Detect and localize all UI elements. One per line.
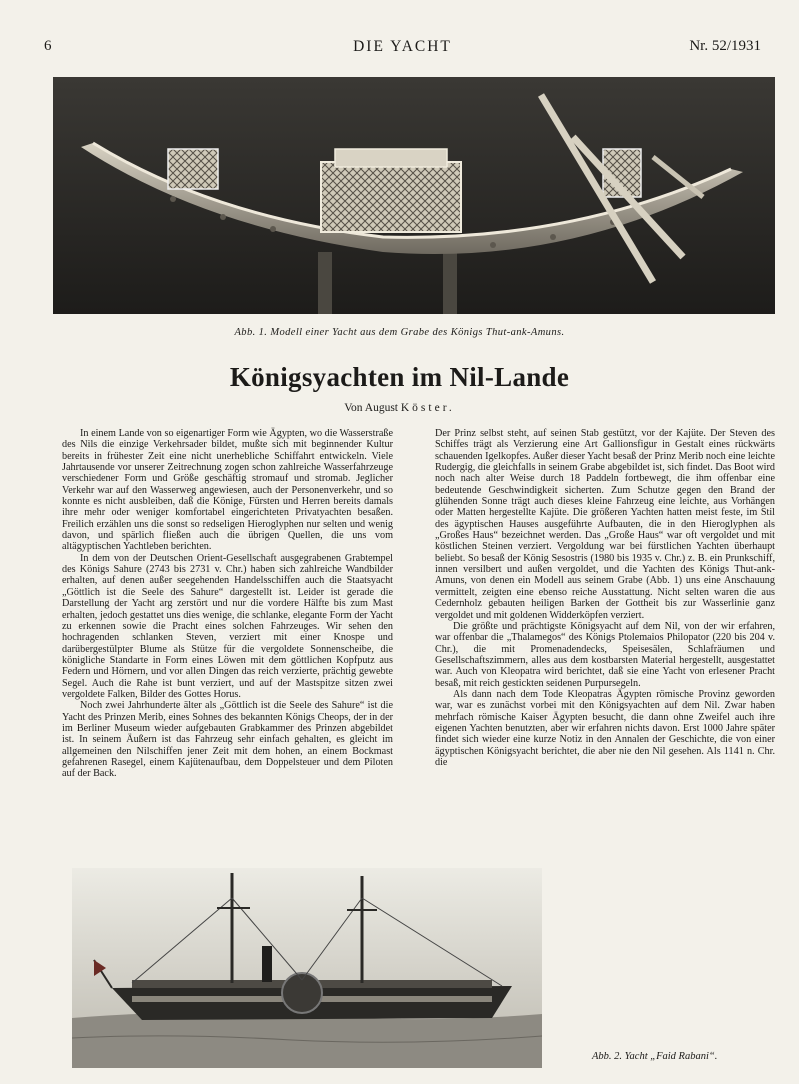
figure-2-steam-yacht-engraving [72,868,542,1068]
article-byline [0,402,799,414]
byline-prefix: Von August [344,402,398,414]
yacht-model-illustration [53,77,775,314]
journal-title: DIE YACHT [353,38,452,55]
figure-2-caption: Abb. 2. Yacht „Faid Rabani“. [592,1051,718,1062]
paragraph: Noch zwei Jahrhunderte älter als „Göttlich ist die Seele des Sahure“ ist die Yacht des Prinzen Merib, eines Sohnes des bekannten Königs Cheops, der in der im Berliner Museum wieder aufgebauten Grabkammer des Prinzen abgebildet ist. In seinem Äußern ist das Fahrzeug sehr einfach gehalten, es gleicht im allgemeinen den Nilschiffen jener Zeit mit dem hohen, an einem Bockmast gefahrenen Rasegel, einem Kajütenaufbau, dem Doppelsteuer und dem Piloten auf der Back. [62,700,393,780]
left-text-column [62,428,393,780]
running-header [44,38,761,60]
paragraph: In dem von der Deutschen Orient-Gesellschaft ausgegrabenen Grabtempel des Königs Sahure (2743 bis 2731 v. Chr.) haben sich zahlreiche Wandbilder erhalten, auf denen außer seegehenden Handelsschiffen auch die Staatsyacht „Göttlich ist die Seele des Sahure“ dargestellt ist. Leider ist gerade die Darstellung der Yacht arg zerstört und nur die vordere Hälfte bis zum Mast erhalten, jedoch gestattet uns dies wenige, die schlanke, elegante Form der Yacht zu erkennen sowie die Pracht eines solchen Fahrzeuges. Wir sehen den hochragenden schlanken Steven, verziert mit einer Knospe und darübergestülpter Blume als Stütze für die vergoldete Sonnenscheibe, die königliche Standarte in Form eines Löwen mit dem göttlichen Kopfputz aus Federn und Hörnern, und vor allen Dingen das reich verzierte, prächtig gewebte Segel. Auch die Rahe ist bunt verziert, und auf der Mastspitze sitzen zwei vergoldete Falken, Bilder des Gottes Horus. [62,552,393,700]
paragraph: Der Prinz selbst steht, auf seinen Stab gestützt, vor der Kajüte. Der Steven des Schiffes trägt als Verzierung eine Art Gallionsfigur in Gestalt eines rückwärts schauenden Igelkopfes. Außer dieser Yacht besaß der Prinz Merib noch eine leichte Rudergig, die gleichfalls in seinem Grabe abgebildet ist, sich findet. Das Boot wird noch nach alter Weise durch 18 Paddeln fortbewegt, die ihm offenbar eine bedeutende Geschwindigkeit sicherten. Zum Schutze gegen den Brand der glühenden Sonne trägt auch dieses kleine Fahrzeug eine leichte, aus Vorhängen oder Matten hergestellte Kajüte. Die größeren Yachten hatten meist feste, im Stil des ägyptischen Hauses ausgeführte Aufbauten, die in den Hieroglyphen als „Großes Haus“ bezeichnet werden. Das „Große Haus“ war oft vergoldet und mit köstlichen Steinen verziert. Vergoldung war bei fürstlichen Yachten überhaupt beliebt. So besaß der König Sesostris (1980 bis 1935 v. Chr.) z. B. ein Prunkschiff, innen versilbert und außen vergoldet, und die Yachten des Königs Thut-ank-Amuns, von denen ein Modell aus seinem Grabe (Abb. 1) uns eine Anschauung vermittelt, zeigten eine ebenso reiche Ausstattung. Nicht selten waren die aus Cedernholz gebauten heiligen Barken der Gottheit bis zur Wasserlinie ganz vergoldet und mit goldenen Widderköpfen verziert. [435,428,775,621]
steam-yacht-illustration [72,868,542,1068]
paragraph: In einem Lande von so eigenartiger Form wie Ägypten, wo die Wasserstraße des Nils die einzige Verkehrsader bildet, mußte sich mit beginnender Kultur bereits in frühester Zeit eine nicht unerhebliche Schiffahrt entwickeln. Viele Jahrtausende vor unserer Zeitrechnung zogen schon zahlreiche Wasserfahrzeuge verschiedener Form und Größe geschäftig stromauf und stromab. Jeglicher Verkehr war auf den Wasserweg angewiesen, auch der Personenverkehr, und so konnte es nicht ausbleiben, daß die Könige, Fürsten und Herren bereits damals ihre mehr oder weniger komfortabel eingerichteten Privatyachten besaßen. Freilich erzählen uns die sonst so redseligen Hieroglyphen nur selten und wenig davon, und spärlich fließen auch die übrigen Quellen, die uns vom altägyptischen Yachtleben berichten. [62,428,393,553]
figure-1-caption: Abb. 1. Modell einer Yacht aus dem Grabe des Königs Thut-ank-Amuns. [234,327,565,338]
paragraph: Als dann nach dem Tode Kleopatras Ägypten römische Provinz geworden war, war es zunächst vorbei mit den Königsyachten auf dem Nil. Zwar haben mehrfach römische Kaiser Ägypten besucht, die dann ohne Zweifel auch ihre eigenen Yachten benutzten, aber wir erfahren nichts davon. Erst 1000 Jahre später findet sich wieder eine kurze Notiz in den Annalen der Geschichte, die von einer ägyptischen Königsyacht berichtet, die aber nie den Nil gesehen. Als 1141 n. Chr. die [435,688,775,768]
author-name: Köster. [400,402,455,414]
right-text-column [435,428,775,768]
issue-number: Nr. 52/1931 [689,38,761,54]
article-title: Königsyachten im Nil-Lande [229,362,570,392]
paragraph: Die größte und prächtigste Königsyacht auf dem Nil, von der wir erfahren, war offenbar die „Thalamegos“ des Königs Ptolemaios Philopator (220 bis 204 v. Chr.), die mit Promenadendecks, Speisesälen, Schlafräumen und Gesellschaftszimmern, alles aus dem kostbarsten Material hergestellt, ausgestattet war. Auch von Kleopatra wird berichtet, daß sie eine Yacht von erlesener Pracht besaß, mit reich gestickten seidenen Purpursegeln. [435,620,775,689]
page-number: 6 [44,38,52,54]
figure-1-yacht-model-photo [53,77,775,314]
